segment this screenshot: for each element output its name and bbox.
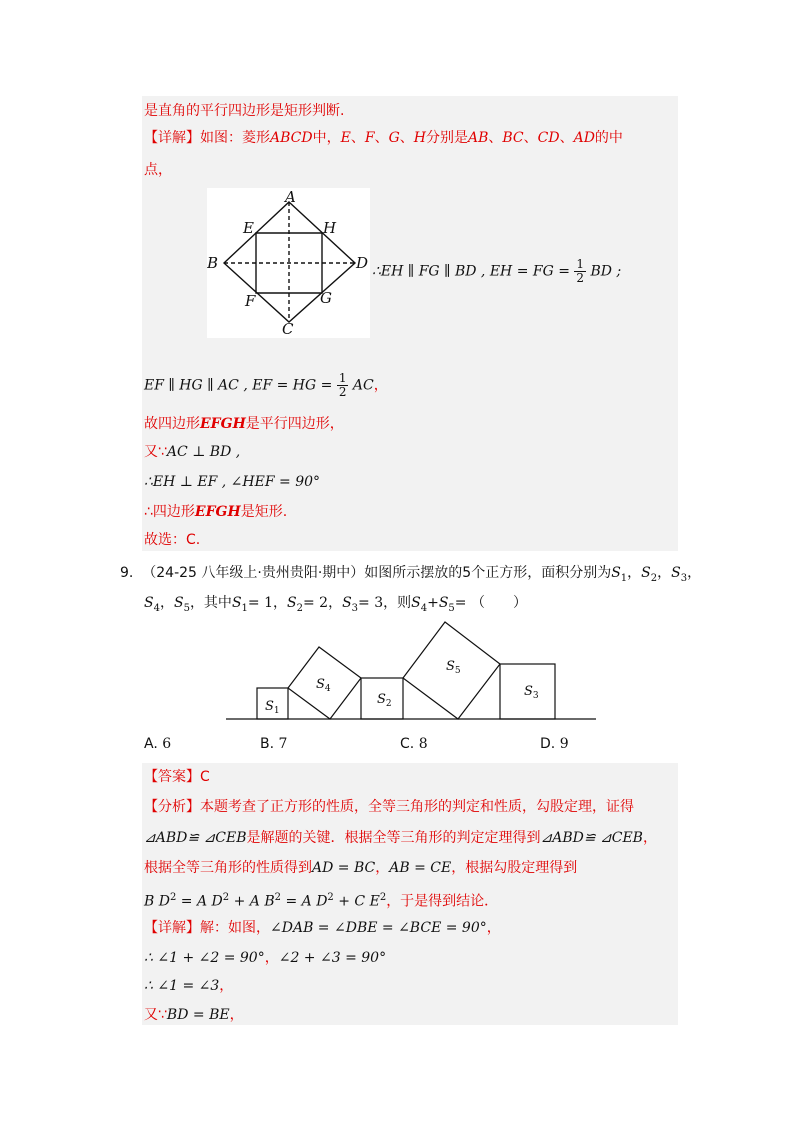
step-line-2: ∴ ∠1 = ∠3，	[144, 978, 234, 994]
analysis-line-3: 根据全等三角形的性质得到AD = BC，AB = CE，根据勾股定理得到	[144, 860, 578, 876]
analysis-line-1: 【分析】本题考查了正方形的性质，全等三角形的判定和性质，勾股定理，证得	[144, 799, 634, 815]
rectangle-line: ∴四边形EFGH是矩形.	[144, 504, 288, 520]
label-h: H	[323, 219, 337, 237]
option-c[interactable]: C. 8	[400, 736, 428, 752]
question-9-line-1: 9. （24-25 八年级上·贵州贵阳·期中）如图所示摆放的5个正方形，面积分别为$S_1$，$S_2$，$S_3$，	[120, 565, 702, 584]
label-f: F	[245, 292, 256, 310]
option-b[interactable]: B. 7	[260, 736, 288, 752]
also-line: 又∵AC ⊥ BD ,	[144, 444, 241, 460]
detail-line-q9: 【详解】解：如图，∠DAB = ∠DBE = ∠BCE = 90°，	[144, 920, 501, 936]
label-s3: $S_3$	[524, 684, 539, 701]
choose-line: 故选：C.	[144, 532, 201, 548]
label-s1: $S_1$	[265, 699, 280, 716]
step-line-1: ∴ ∠1 + ∠2 = 90°，∠2 + ∠3 = 90°	[144, 950, 387, 966]
label-e: E	[243, 219, 254, 237]
squares-figure	[224, 620, 598, 724]
ef-hg-line: EF ∥ HG ∥ AC , EF = HG = $\frac{1}{2}$ AC，	[144, 371, 388, 399]
option-d[interactable]: D. 9	[540, 736, 569, 752]
solution-line-1: 是直角的平行四边形是矩形判断.	[144, 103, 345, 119]
fraction-half-2: $\frac{1}{2}$	[338, 371, 347, 399]
step-line-3: 又∵BD = BE，	[144, 1007, 244, 1023]
parallelogram-line: 故四边形EFGH是平行四边形，	[144, 416, 344, 432]
label-d: D	[356, 254, 369, 272]
fraction-half: $\frac{1}{2}$	[576, 257, 585, 285]
analysis-line-2: ⊿ABD≌ ⊿CEB是解题的关键．根据全等三角形的判定定理得到⊿ABD≌ ⊿CEB，	[144, 830, 657, 846]
therefore-eh-fg: ∴EH ∥ FG ∥ BD , EH = FG = $\frac{1}{2}$ BD ;	[372, 257, 622, 285]
label-s5: $S_5$	[446, 659, 461, 676]
option-a[interactable]: A. 6	[144, 736, 172, 752]
label-s2: $S_2$	[377, 692, 392, 709]
label-a: A	[285, 188, 296, 206]
label-g: G	[320, 289, 332, 307]
answer-line: 【答案】C	[144, 769, 210, 785]
question-9-line-2: $S_4$，$S_5$，其中$S_1= 1$，$S_2= 2$，$S_3= 3$，则$S_4+S_5=$ （ ）	[144, 595, 527, 614]
detail-line: 【详解】如图：菱形ABCD中，E、F、G、H分别是AB、BC、CD、AD的中	[144, 130, 623, 146]
analysis-line-4: B $D^2 = A$ $D^2 + A$ $B^2 = A$ $D^2 + C$ $E^2$，于是得到结论．	[144, 892, 499, 910]
rhombus-figure	[207, 188, 370, 338]
label-s4: $S_4$	[316, 677, 331, 694]
detail-line-cont: 点，	[144, 162, 172, 178]
perp-line: ∴EH ⊥ EF , ∠HEF = 90°	[144, 474, 321, 490]
label-c: C	[282, 320, 294, 338]
label-b: B	[207, 254, 219, 272]
